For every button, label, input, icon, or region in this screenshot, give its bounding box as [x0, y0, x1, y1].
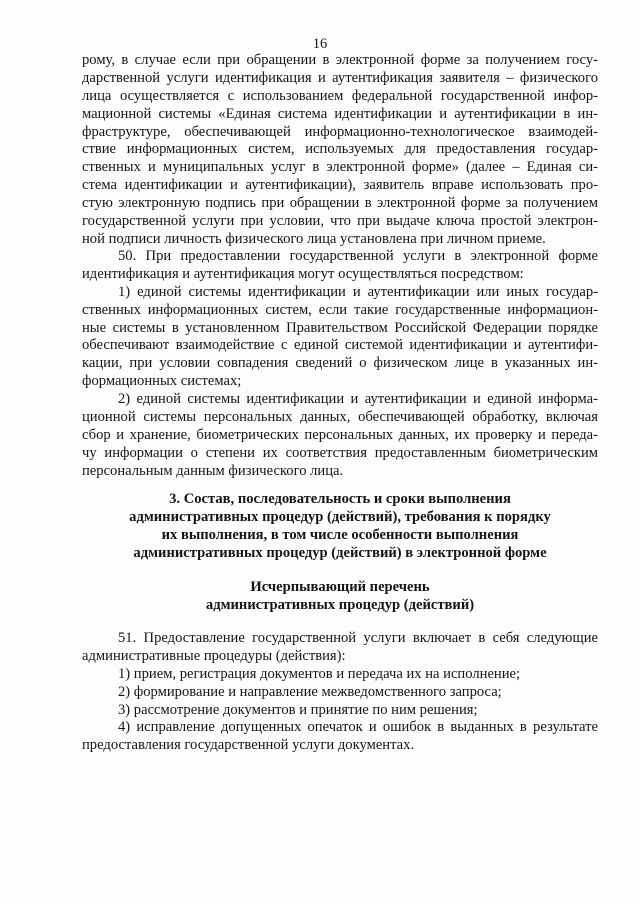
text-line: персональным данным физического лица. — [82, 462, 344, 479]
heading-line: их выполнения, в том числе особенности выполнения — [161, 527, 519, 543]
text-line: ционной системы персональных данных, обеспечивающей обработку, включая — [82, 409, 598, 426]
text-line: ной подписи личность физического лица установлена при личном приеме. — [82, 230, 546, 247]
page-number: 16 — [312, 36, 328, 52]
text-line: административные процедуры (действия): — [82, 647, 346, 664]
heading-line: административных процедур (действий) — [205, 597, 475, 613]
text-line: предоставления государственной услуги документах. — [82, 737, 415, 754]
paragraph-50 — [82, 248, 598, 481]
text-line: государственной услуги при условии, что при выдаче ключа простой электрон- — [82, 213, 598, 230]
text-line: ственных информационных систем, если такие государственные информацион- — [82, 301, 598, 318]
list-item: 2) формирование и направление межведомственного запроса; — [118, 683, 502, 700]
text-line: мационной системы «Единая система идентификации и аутентификации в ин- — [82, 105, 598, 122]
list-item: 3) рассмотрение документов и принятие по ним решения; — [118, 701, 478, 718]
text-line: ствие информационных систем, используемых для предоставления государ- — [82, 141, 598, 158]
heading-line: Исчерпывающий перечень — [250, 579, 430, 595]
text-line: 2) единой системы идентификации и аутентификации и единой информа- — [118, 391, 598, 408]
paragraph-49-continuation — [82, 52, 598, 249]
text-line: чу информации о степени их соответствия предоставленным биометрическим — [82, 444, 598, 461]
text-line: формационных системах; — [82, 373, 242, 390]
list-item: 1) прием, регистрация документов и передача их на исполнение; — [118, 665, 521, 682]
heading-line: 3. Состав, последовательность и сроки выполнения — [169, 491, 511, 507]
list-item: 4) исправление допущенных опечаток и ошибок в выданных в результате — [118, 719, 598, 736]
text-line: 51. Предоставление государственной услуги включает в себя следующие — [118, 630, 598, 646]
sub-heading — [82, 578, 598, 614]
text-line: стую электронную подпись при обращении в электронной форме за получением — [82, 195, 598, 212]
text-line: стема идентификации и аутентификации), заявитель вправе использовать про- — [82, 177, 598, 194]
text-line: 50. При предоставлении государственной услуги в электронной форме — [118, 248, 598, 264]
text-line: ные системы в установленном Правительством Российской Федерации порядке — [82, 319, 598, 336]
text-line: обеспечивают взаимодействие с единой системой идентификации и аутентифи- — [82, 337, 598, 354]
heading-line: административных процедур (действий), требования к порядку — [129, 509, 551, 525]
text-line: ственных и муниципальных услуг в электронной форме» (далее – Единая си- — [82, 159, 598, 176]
text-line: дарственной услуги идентификация и аутентификация заявителя – физического — [82, 69, 598, 86]
heading-line: административных процедур (действий) в электронной форме — [133, 545, 547, 561]
paragraph-51 — [82, 630, 598, 755]
text-line: 1) единой системы идентификации и аутентификации или иных государ- — [118, 283, 598, 300]
text-line: сбор и хранение, биометрических персональных данных, их проверку и переда- — [82, 426, 598, 443]
section-heading — [82, 490, 598, 562]
text-line: лица осуществляется с использованием федеральной государственной инфор- — [82, 87, 598, 104]
text-line: кации, при условии совпадения сведений о физическом лице в указанных ин- — [82, 355, 598, 372]
text-line: идентификация и аутентификация могут осуществляться посредством: — [82, 265, 524, 282]
text-line: фраструктуре, обеспечивающей информационно-технологическое взаимодей- — [82, 123, 598, 140]
text-line: рому, в случае если при обращении в электронной форме за получением госу- — [82, 52, 598, 68]
